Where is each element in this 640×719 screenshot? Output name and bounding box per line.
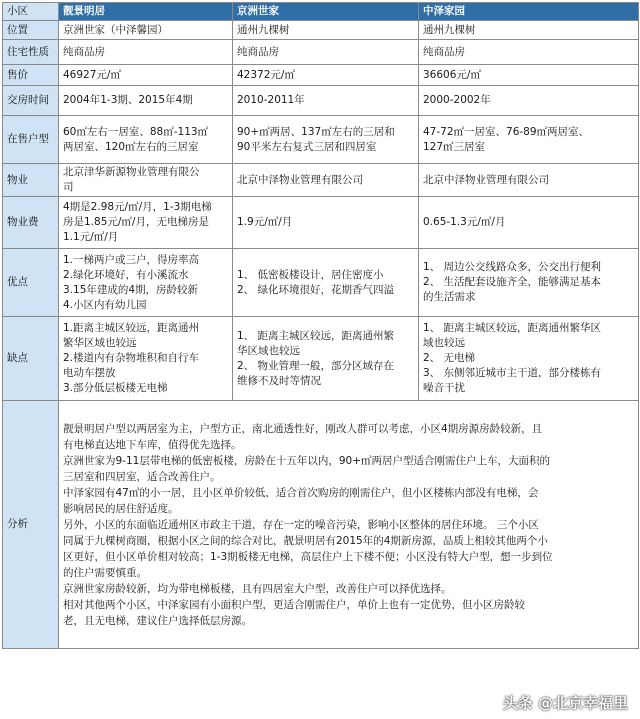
cell-line: 1、 周边公交线路众多，公交出行便利: [423, 261, 602, 273]
row-disadvantages: [3, 317, 639, 401]
row-label: 物业费: [3, 197, 59, 249]
row-label: 分析: [3, 401, 59, 649]
cell-line: 90平米左右复式三居和四居室: [237, 140, 377, 153]
analysis-text: [59, 401, 639, 649]
analysis-line: 另外，小区的东面临近通州区市政主干道，存在一定的噪音污染，影响小区整体的居住环境。 三个小区: [63, 518, 539, 531]
analysis-line: 同属于九棵树商圈，根据小区之间的综合对比，靓景明居有2015年的4期新房源，品质上相较其他两个小: [63, 534, 548, 547]
cell-line: 1、 距离主城区较远，距离通州繁华区: [423, 322, 602, 334]
row-label: 在售户型: [3, 116, 59, 164]
cell-line: 90+㎡两居、137㎡左右的三居和: [237, 125, 395, 138]
cell-line: 纯商品房: [237, 45, 279, 58]
row-label: 交房时间: [3, 86, 59, 116]
cell-line: 1.距离主城区较远，距离通州: [63, 322, 200, 334]
cell-line: 噪音干扰: [423, 382, 465, 394]
row-label: 位置: [3, 21, 59, 40]
cell-line: 的生活需求: [423, 291, 476, 303]
cell-line: 2、 绿化环境很好，花期香气四溢: [237, 283, 395, 296]
analysis-line: 区更好，但小区单价相对较高；1-3期板楼无电梯，高层住户上下楼不便；小区没有特大户型，想一步到位: [63, 550, 553, 563]
cell-c2: [233, 86, 419, 116]
cell-c3: [419, 317, 639, 401]
cell-c1: [59, 249, 233, 317]
cell-c2: [233, 65, 419, 86]
cell-c1: [59, 116, 233, 164]
cell-c2: [233, 249, 419, 317]
row-location: [3, 21, 639, 40]
cell-line: 3.部分低层板楼无电梯: [63, 382, 168, 394]
cell-line: 127㎡三居室: [423, 140, 486, 153]
cell-line: 60㎡左右一居室、88㎡-113㎡: [63, 125, 209, 138]
cell-c3: [419, 86, 639, 116]
cell-line: 2004年1-3期、2015年4期: [63, 94, 193, 106]
cell-c1: [59, 197, 233, 249]
cell-line: 纯商品房: [63, 45, 105, 58]
cell-line: 4.小区内有幼儿园: [63, 298, 147, 311]
row-advantages: [3, 249, 639, 317]
header-label: 小区: [3, 3, 59, 21]
cell-line: 北京中泽物业管理有限公司: [423, 173, 549, 186]
row-label: 住宅性质: [3, 40, 59, 65]
cell-c2: [233, 21, 419, 40]
cell-line: 北京中泽物业管理有限公司: [237, 173, 363, 186]
cell-line: 1、 距离主城区较远，距离通州繁: [237, 329, 395, 342]
cell-line: 维修不及时等情况: [237, 374, 321, 387]
row-label: 优点: [3, 249, 59, 317]
row-unit-types: [3, 116, 639, 164]
cell-c3: [419, 164, 639, 197]
analysis-line: 三居室和四居室，适合改善住户。: [63, 470, 221, 483]
cell-line: 纯商品房: [423, 45, 465, 58]
cell-line: 46927元/㎡: [63, 68, 121, 81]
cell-line: 2、 物业管理一般，部分区域存在: [237, 359, 395, 372]
cell-line: 36606元/㎡: [423, 68, 481, 81]
cell-line: 2.绿化环境好，有小溪流水: [63, 268, 189, 281]
cell-line: 47-72㎡一居室、76-89㎡两居室、: [423, 125, 590, 138]
cell-line: 1.一梯两户或三户，得房率高: [63, 253, 200, 266]
cell-c3: [419, 65, 639, 86]
cell-c1: [59, 317, 233, 401]
row-property-fee: [3, 197, 639, 249]
cell-line: 通州九棵树: [237, 23, 290, 36]
cell-line: 房是1.85元/㎡/月，无电梯房是: [63, 216, 209, 228]
cell-line: 京洲世家（中泽馨园）: [63, 23, 168, 36]
analysis-line: 老，且无电梯，建议住户选择低层房源。: [63, 614, 252, 627]
cell-line: 2、 无电梯: [423, 352, 476, 364]
cell-line: 1.9元/㎡/月: [237, 216, 293, 228]
cell-line: 通州九棵树: [423, 23, 476, 36]
header-jingzhoushijia: 京洲世家: [233, 3, 419, 21]
cell-line: 繁华区域也较远: [63, 337, 137, 349]
cell-c2: [233, 197, 419, 249]
row-property-company: [3, 164, 639, 197]
cell-line: 司: [63, 181, 74, 193]
cell-line: 1、 低密板楼设计，居住密度小: [237, 268, 384, 281]
cell-line: 北京津华新源物业管理有限公: [63, 166, 200, 178]
cell-c1: [59, 164, 233, 197]
cell-c2: [233, 40, 419, 65]
cell-line: 3.15年建成的4期，房龄较新: [63, 283, 199, 296]
cell-line: 华区域也较远: [237, 344, 300, 357]
cell-c2: [233, 116, 419, 164]
analysis-line: 京洲世家为9-11层带电梯的低密板楼，房龄在十五年以内，90+㎡两居户型适合刚需住户上车，大面积的: [63, 454, 550, 467]
row-label: 物业: [3, 164, 59, 197]
cell-line: 2、 生活配套设施齐全，能够满足基本: [423, 276, 602, 288]
cell-c2: [233, 317, 419, 401]
cell-c3: [419, 116, 639, 164]
analysis-line: 有电梯直达地下车库，值得优先选择。: [63, 438, 242, 451]
cell-line: 电动车摆放: [63, 367, 116, 379]
cell-c1: [59, 40, 233, 65]
row-property-type: [3, 40, 639, 65]
analysis-line: 靓景明居户型以两居室为主，户型方正，南北通透性好，刚改人群可以考虑，小区4期房源房龄较新，且: [63, 422, 543, 435]
watermark-text: 头条 @北京幸福里: [502, 694, 628, 712]
row-label: 缺点: [3, 317, 59, 401]
comparison-table: [2, 2, 639, 649]
cell-c1: [59, 86, 233, 116]
header-zhongzejiayuan: 中泽家园: [419, 3, 639, 21]
cell-c2: [233, 164, 419, 197]
row-price: [3, 65, 639, 86]
watermark: [503, 692, 628, 713]
row-analysis: [3, 401, 639, 649]
cell-c3: [419, 249, 639, 317]
cell-line: 3、 东侧邻近城市主干道，部分楼栋有: [423, 367, 602, 379]
cell-line: 2010-2011年: [237, 94, 305, 106]
cell-c1: [59, 21, 233, 40]
header-row: [3, 3, 639, 21]
analysis-line: 京洲世家房龄较新，均为带电梯板楼，且有四居室大户型，改善住户可以择优选择。: [63, 582, 452, 595]
analysis-line: 影响居民的居住舒适度。: [63, 502, 179, 515]
row-delivery-time: [3, 86, 639, 116]
cell-line: 2.楼道内有杂物堆积和自行车: [63, 352, 200, 364]
cell-c3: [419, 21, 639, 40]
cell-c3: [419, 197, 639, 249]
row-label: 售价: [3, 65, 59, 86]
header-jingjingmingju: 靓景明居: [59, 3, 233, 21]
analysis-line: 中泽家园有47㎡的小一居，且小区单价较低，适合首次购房的刚需住户，但小区楼栋内部没有电梯，会: [63, 486, 539, 499]
analysis-line: 相对其他两个小区，中泽家园有小面积户型，更适合刚需住户，单价上也有一定优势，但小区房龄较: [63, 598, 525, 611]
cell-line: 两居室、120㎡左右的三居室: [63, 140, 199, 153]
cell-line: 1.1元/㎡/月: [63, 231, 119, 243]
cell-line: 0.65-1.3元/㎡/月: [423, 216, 506, 228]
cell-c1: [59, 65, 233, 86]
cell-line: 4期是2.98元/㎡/月，1-3期电梯: [63, 201, 212, 213]
cell-line: 域也较远: [423, 337, 465, 349]
cell-line: 2000-2002年: [423, 94, 491, 106]
cell-line: 42372元/㎡: [237, 68, 295, 81]
cell-c3: [419, 40, 639, 65]
analysis-line: 的住户需要慎重。: [63, 566, 147, 579]
